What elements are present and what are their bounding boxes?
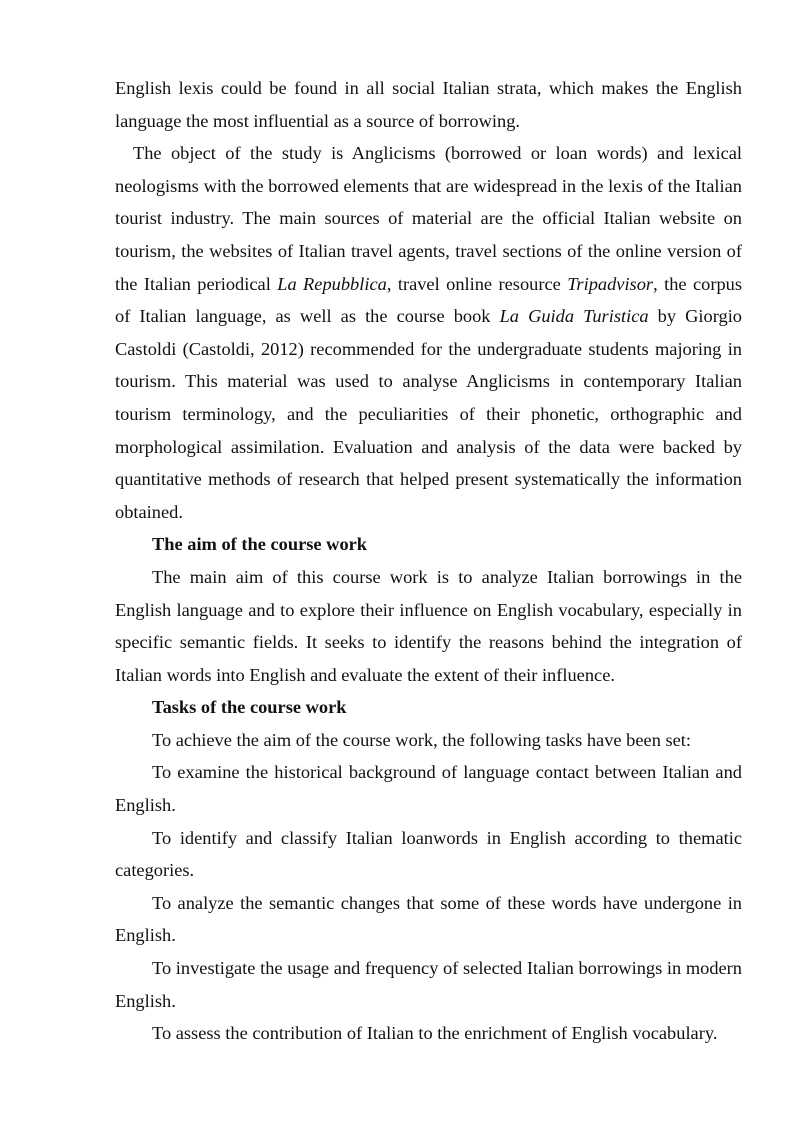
aim-paragraph: The main aim of this course work is to analyze Italian borrowings in the English language and to explore their influence on English vocabulary, especially in specific semantic fields. It seeks to identify the reasons behind the integration of Italian words into English and evaluate the extent of their influence. — [115, 566, 742, 685]
source-tripadvisor: Tripadvisor — [567, 273, 654, 294]
task-item: To identify and classify Italian loanwords in English according to thematic categories. — [115, 827, 742, 881]
source-la-guida-turistica: La Guida Turistica — [499, 306, 649, 327]
paragraph-object-text-4: by Giorgio Castoldi (Castoldi, 2012) recommended for the undergraduate students majoring in tourism. This material was used to analyse Anglicisms in contemporary Italian tourism terminology, and the peculiarities of their phonetic, orthographic and morphological assimilation. Evaluation and analysis of the data were backed by quantitative methods of research that helped present systematically the information obtained. — [115, 306, 742, 522]
tasks-heading: Tasks of the course work — [152, 697, 347, 718]
paragraph-object-of-study — [115, 137, 742, 528]
aim-heading: The aim of the course work — [152, 534, 368, 555]
paragraph-object-text-2: , travel online resource — [386, 273, 568, 294]
task-item: To examine the historical background of language contact between Italian and English. — [115, 762, 742, 816]
paragraph-english-lexis: English lexis could be found in all social Italian strata, which makes the English language the most influential as a source of borrowing. — [115, 78, 742, 131]
source-la-repubblica: La Repubblica — [277, 273, 387, 294]
task-item: To investigate the usage and frequency of selected Italian borrowings in modern English. — [115, 958, 742, 1011]
task-item: To analyze the semantic changes that some of these words have undergone in English. — [115, 892, 742, 946]
paragraph-object-text-1: The object of the study is Anglicisms (borrowed or loan words) and lexical neologisms with the borrowed elements that are widespread in the lexis of the Italian tourist industry. The main sources of material are the official Italian website on tourism, the websites of Italian travel agents, travel sections of the online version of the Italian periodical — [115, 143, 742, 294]
document-page — [115, 72, 742, 1050]
paragraph-object-text-3: , the corpus of Italian language, as well as the course book — [115, 273, 743, 327]
tasks-intro: To achieve the aim of the course work, the following tasks have been set: — [152, 729, 692, 750]
task-item: To assess the contribution of Italian to the enrichment of English vocabulary. — [152, 1023, 718, 1044]
